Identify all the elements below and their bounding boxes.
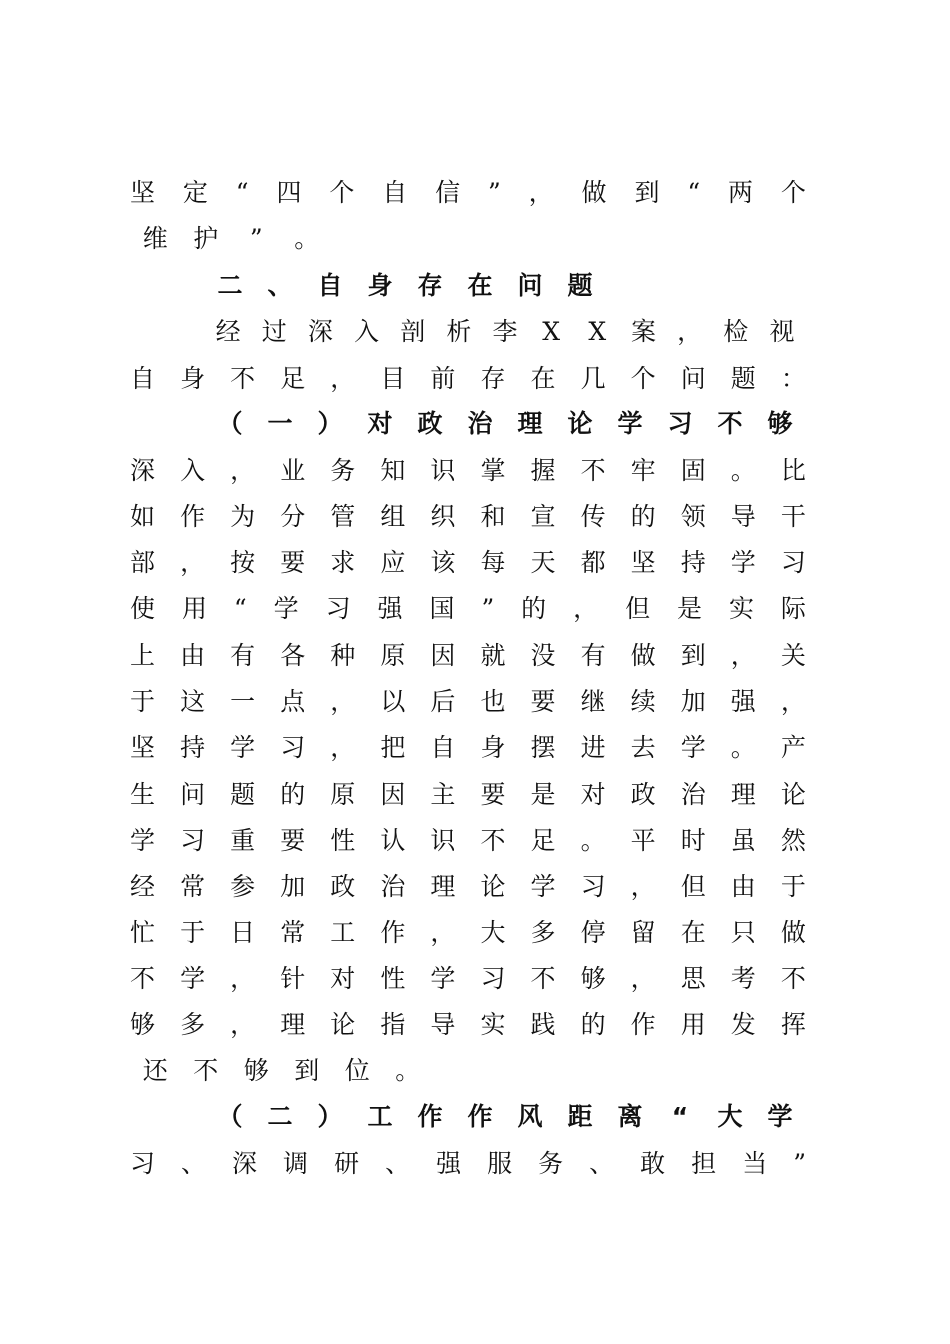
body-line: 还 不 够 到 位 。 — [142, 1056, 421, 1085]
body-line: 部 ， 按 要 求 应 该 每 天 都 坚 持 学 习 — [130, 548, 806, 577]
subsection-heading: （ 一 ） 对 政 治 理 论 学 习 不 够 — [217, 409, 793, 438]
body-line: 不 学 ， 针 对 性 学 习 不 够 ， 思 考 不 — [130, 964, 806, 993]
section-heading: 二 、 自 身 存 在 问 题 — [217, 271, 593, 300]
body-line: 维 护 ” 。 — [142, 224, 320, 253]
body-line: 于 这 一 点 ， 以 后 也 要 继 续 加 强 ， — [130, 687, 806, 716]
subsection-heading: （ 二 ） 工 作 作 风 距 离 “ 大 学 — [217, 1102, 793, 1131]
body-line: 使 用 “ 学 习 强 国 ” 的 ， 但 是 实 际 — [130, 594, 806, 623]
body-line: 如 作 为 分 管 组 织 和 宣 传 的 领 导 干 — [130, 502, 806, 531]
body-line: 经 过 深 入 剖 析 李 X X 案 ， 检 视 — [215, 317, 795, 346]
body-line: 学 习 重 要 性 认 识 不 足 。 平 时 虽 然 — [130, 826, 806, 855]
body-line: 够 多 ， 理 论 指 导 实 践 的 作 用 发 挥 — [130, 1010, 806, 1039]
body-line: 自 身 不 足 ， 目 前 存 在 几 个 问 题 ： — [130, 364, 806, 393]
body-line: 坚 定 “ 四 个 自 信 ” ， 做 到 “ 两 个 — [130, 178, 806, 207]
body-line: 忙 于 日 常 工 作 ， 大 多 停 留 在 只 做 — [130, 918, 806, 947]
body-line: 经 常 参 加 政 治 理 论 学 习 ， 但 由 于 — [130, 872, 806, 901]
body-line: 生 问 题 的 原 因 主 要 是 对 政 治 理 论 — [130, 780, 806, 809]
body-line: 习 、 深 调 研 、 强 服 务 、 敢 担 当 ” — [130, 1149, 806, 1178]
body-line: 深 入 ， 业 务 知 识 掌 握 不 牢 固 。 比 — [130, 456, 806, 485]
body-line: 坚 持 学 习 ， 把 自 身 摆 进 去 学 。 产 — [130, 733, 806, 762]
body-line: 上 由 有 各 种 原 因 就 没 有 做 到 ， 关 — [130, 641, 806, 670]
